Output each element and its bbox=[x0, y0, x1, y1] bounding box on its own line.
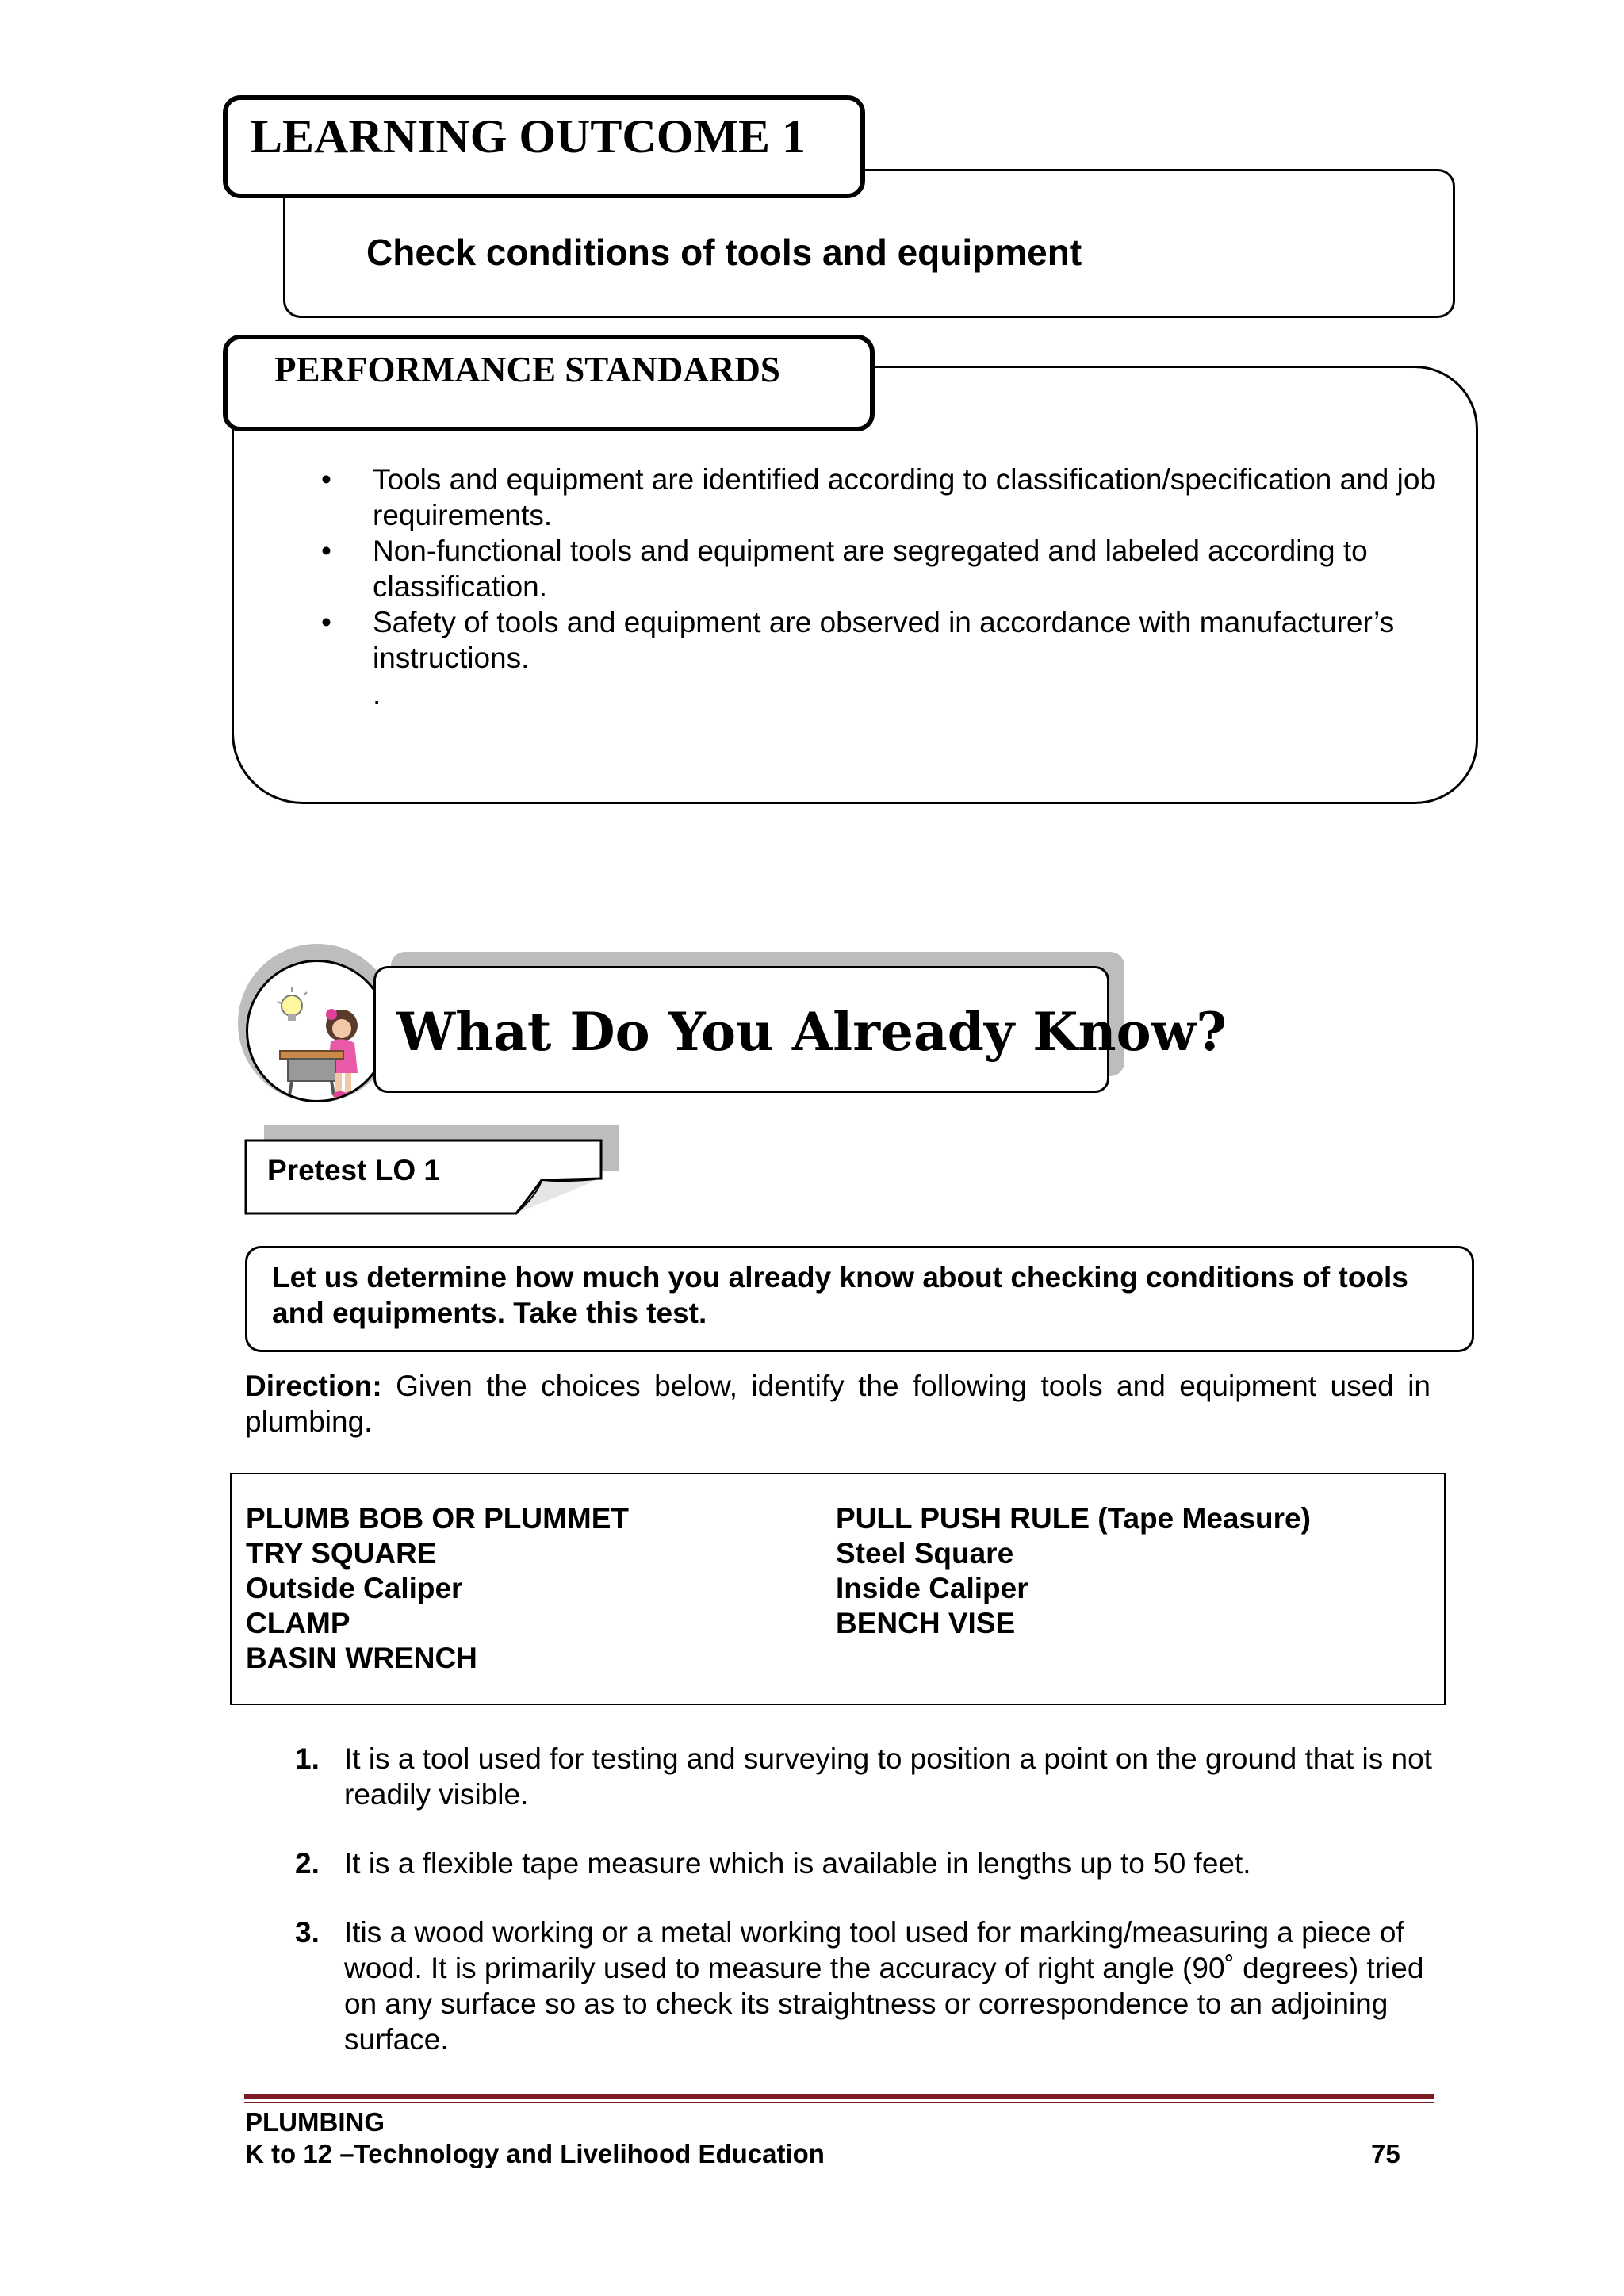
choice-item: PLUMB BOB OR PLUMMET bbox=[246, 1502, 630, 1535]
question-2 bbox=[295, 1846, 1437, 1881]
pretest-label: Pretest LO 1 bbox=[267, 1154, 440, 1186]
footer-rule-thin bbox=[244, 2102, 1434, 2103]
choice-item: Steel Square bbox=[836, 1537, 1014, 1570]
question-text: Itis a wood working or a metal working tool used for marking/measuring a piece of wood. It is primarily used to measure the accuracy of right angle (90˚ degrees) tried on any surface so as to check its straightness or correspondence to an adjoining surface. bbox=[344, 1916, 1424, 2056]
choice-item: BENCH VISE bbox=[836, 1607, 1016, 1639]
performance-standards-list bbox=[321, 462, 1439, 676]
learning-outcome-title: LEARNING OUTCOME 1 bbox=[251, 110, 806, 163]
question-number: 2. bbox=[295, 1847, 320, 1880]
choice-item: Inside Caliper bbox=[836, 1572, 1028, 1604]
choice-item: BASIN WRENCH bbox=[246, 1642, 477, 1674]
question-text: It is a tool used for testing and surveying to position a point on the ground that is not readily visible. bbox=[344, 1742, 1432, 1811]
page-number: 75 bbox=[1371, 2139, 1400, 2168]
direction-paragraph bbox=[245, 1368, 1431, 1439]
question-number: 3. bbox=[295, 1916, 320, 1949]
standard-item: • Tools and equipment are identified according to classification/specification and job requirements. bbox=[321, 462, 1439, 533]
choices-right-column bbox=[836, 1501, 1311, 1641]
direction-label: Direction: bbox=[245, 1370, 382, 1402]
standard-item: • Non-functional tools and equipment are segregated and labeled according to classification. bbox=[321, 533, 1439, 604]
standard-item: • Safety of tools and equipment are observed in accordance with manufacturer’s instructions. bbox=[321, 604, 1439, 676]
direction-text: Given the choices below, identify the following tools and equipment used in plumbing. bbox=[245, 1370, 1431, 1438]
footer-course: K to 12 –Technology and Livelihood Education bbox=[245, 2139, 825, 2168]
intro-text: Let us determine how much you already know about checking conditions of tools and equipments. Take this test. bbox=[272, 1261, 1408, 1329]
performance-standards-title: PERFORMANCE STANDARDS bbox=[274, 350, 780, 389]
section-header-title: What Do You Already Know? bbox=[396, 1001, 1228, 1063]
learning-outcome-text: Check conditions of tools and equipment bbox=[366, 232, 1082, 273]
question-3 bbox=[295, 1915, 1437, 2057]
question-text: It is a flexible tape measure which is available in lengths up to 50 feet. bbox=[344, 1847, 1251, 1880]
choice-item: TRY SQUARE bbox=[246, 1537, 437, 1570]
choice-item: CLAMP bbox=[246, 1607, 350, 1639]
trailing-period: . bbox=[373, 678, 381, 711]
choice-item: PULL PUSH RULE (Tape Measure) bbox=[836, 1502, 1311, 1535]
question-1 bbox=[295, 1741, 1437, 1812]
student-at-desk-icon bbox=[246, 960, 389, 1102]
footer-subject: PLUMBING bbox=[245, 2107, 385, 2137]
footer-rule bbox=[244, 2094, 1434, 2099]
choice-item: Outside Caliper bbox=[246, 1572, 463, 1604]
choices-left-column bbox=[246, 1501, 629, 1676]
question-number: 1. bbox=[295, 1742, 320, 1775]
